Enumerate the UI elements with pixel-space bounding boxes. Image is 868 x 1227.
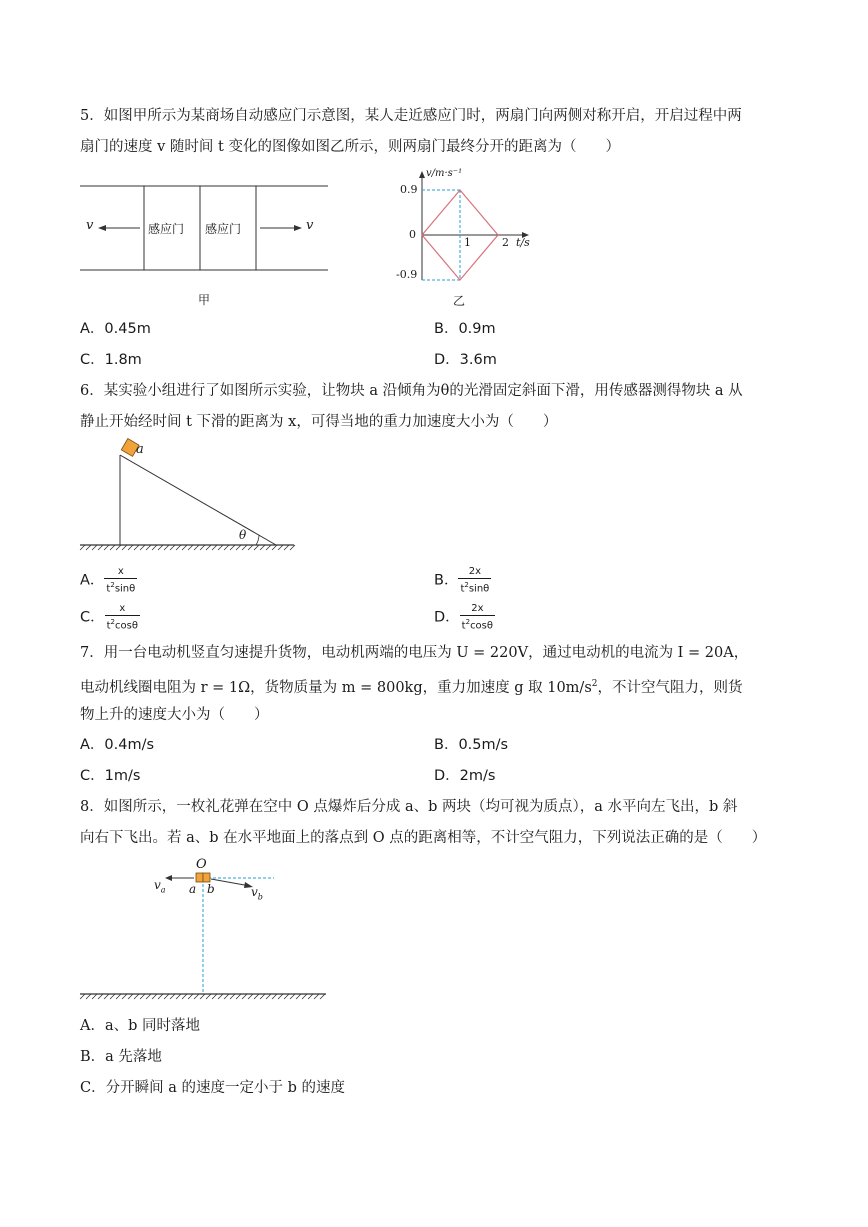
vb-label: $v_b$ <box>251 885 263 902</box>
vt-tick-minus-0.9: -0.9 <box>396 268 418 281</box>
q5-stem-line2: 扇门的速度 v 随时间 t 变化的图像如图乙所示，则两扇门最终分开的距离为（ ） <box>80 139 620 155</box>
q7-option-d: D．2m/s <box>434 768 496 784</box>
q5-option-b: B．0.9m <box>434 321 496 337</box>
vt-ylabel: v/m·s⁻¹ <box>426 168 463 179</box>
q6-option-c: C． $\frac{x}{t^2\cos\theta}$ <box>80 603 138 632</box>
vt-tick-0: 0 <box>409 228 416 241</box>
fragment-b <box>203 873 210 882</box>
fig-b-caption: 乙 <box>453 294 466 308</box>
q5-option-a: A．0.45m <box>80 321 151 337</box>
q6-option-a: A． $\frac{x}{t^2\sin\theta}$ <box>80 566 136 595</box>
q5-figure-vt-graph <box>390 168 540 313</box>
q6-stem-line1: 6．某实验小组进行了如图所示实验，让物块 a 沿倾角为θ的光滑固定斜面下滑，用传感器测得物块 a 从 <box>80 383 743 399</box>
vt-tick-2: 2 <box>502 236 509 249</box>
angle-theta-label: θ <box>239 528 247 542</box>
q8-option-c: C．分开瞬间 a 的速度一定小于 b 的速度 <box>80 1080 345 1096</box>
q7-stem-line1: 7．用一台电动机竖直匀速提升货物，电动机两端的电压为 U = 220V，通过电动机的电流为 I = 20A， <box>80 645 749 661</box>
door-right-label: 感应门 <box>205 222 242 236</box>
fragment-b-label: b <box>207 882 215 896</box>
q6-option-b: B． $\frac{2x}{t^2\sin\theta}$ <box>434 566 490 595</box>
q8-option-b: B．a 先落地 <box>80 1049 162 1065</box>
vt-tick-1: 1 <box>464 236 471 249</box>
q7-option-b: B．0.5m/s <box>434 737 509 753</box>
q7-stem-line3: 物上升的速度大小为（ ） <box>80 707 269 723</box>
door-left-label: 感应门 <box>148 222 185 236</box>
q8-stem-line1: 8．如图所示，一枚礼花弹在空中 O 点爆炸后分成 a、b 两块（均可视为质点），a 水平向左飞出，b 斜 <box>80 799 738 815</box>
q5-stem-line1: 5．如图甲所示为某商场自动感应门示意图，某人走近感应门时，两扇门向两侧对称开启，开启过程中两 <box>80 108 742 124</box>
fragment-a-label: a <box>189 882 197 896</box>
q8-option-a: A．a、b 同时落地 <box>80 1018 201 1034</box>
fig-a-caption: 甲 <box>198 293 211 307</box>
door-right-v-label: v <box>306 218 314 233</box>
q5-figure-doors <box>78 180 330 310</box>
q6-option-d: D． $\frac{2x}{t^2\cos\theta}$ <box>434 603 494 632</box>
va-label: $v_a$ <box>154 878 166 895</box>
point-o-label: O <box>196 857 207 872</box>
q7-stem-line2: 电动机线圈电阻为 r = 1Ω，货物质量为 m = 800kg，重力加速度 g 取 $10m/s^2$，不计空气阻力，则货 <box>80 679 743 696</box>
vt-tick-0.9: 0.9 <box>400 183 418 196</box>
q5-option-c: C．1.8m <box>80 352 142 368</box>
q6-stem-line2: 静止开始经时间 t 下滑的距离为 x，可得当地的重力加速度大小为（ ） <box>80 414 558 430</box>
q5-option-d: D．3.6m <box>434 352 497 368</box>
vt-xlabel: t/s <box>516 236 530 249</box>
q7-option-a: A．0.4m/s <box>80 737 155 753</box>
q6-figure-incline <box>78 438 300 554</box>
block-a-label: a <box>136 442 144 457</box>
q8-stem-line2: 向右下飞出。若 a、b 在水平地面上的落点到 O 点的距离相等，不计空气阻力，下列说法正确的是（ ） <box>80 830 767 846</box>
q8-figure-firework <box>78 856 330 1006</box>
q7-option-c: C．1m/s <box>80 768 141 784</box>
door-left-v-label: v <box>86 218 94 233</box>
fragment-a <box>196 873 203 882</box>
